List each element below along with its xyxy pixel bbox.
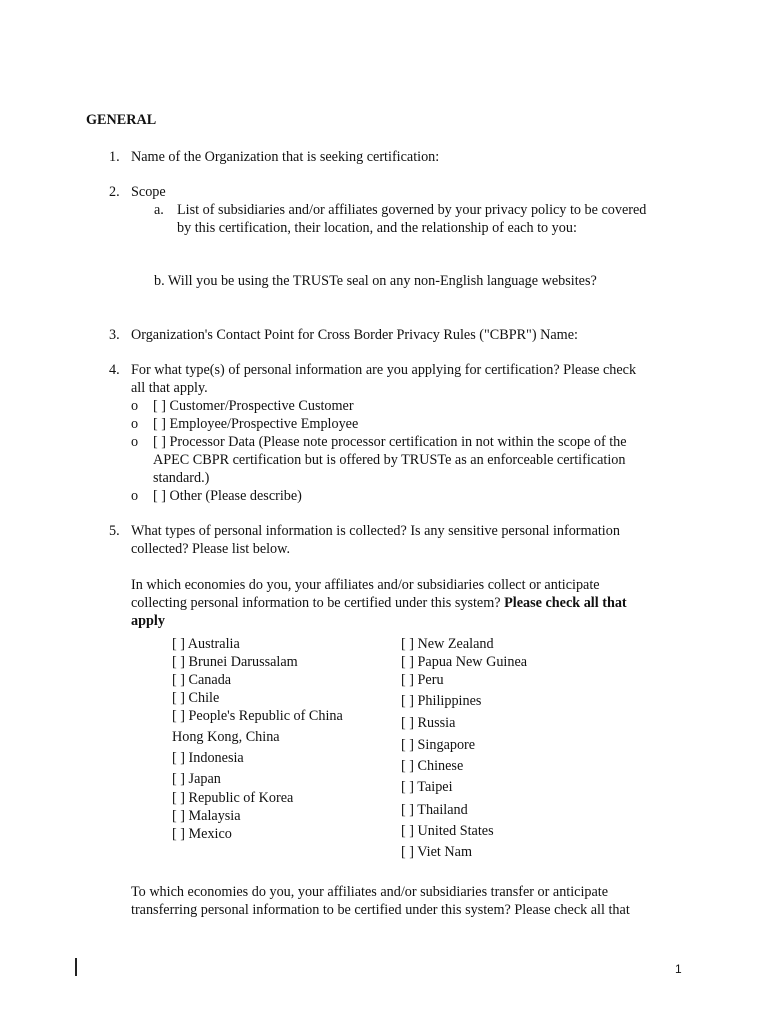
q2a-line1: List of subsidiaries and/or affiliates governed by your privacy policy to be covered [177,202,647,218]
q5-number: 5. [109,523,120,539]
q4-line2: all that apply. [131,380,208,396]
economies-intro-line1: In which economies do you, your affiliates and/or subsidiaries collect or anticipate [131,577,600,593]
economy-indonesia: [ ] Indonesia [172,750,244,766]
economy-brunei: [ ] Brunei Darussalam [172,654,298,670]
economy-papua-new-guinea: [ ] Papua New Guinea [401,654,528,670]
economy-new-zealand: [ ] New Zealand [401,636,494,652]
bullet-icon: o [131,434,139,450]
q2-number: 2. [109,184,120,200]
q5-line1: What types of personal information is collected? Is any sensitive personal information [131,523,620,539]
q1-number: 1. [109,149,120,165]
q4-number: 4. [109,362,120,378]
economy-japan: [ ] Japan [172,771,221,787]
q3-text: Organization's Contact Point for Cross Border Privacy Rules ("CBPR") Name: [131,327,578,343]
economy-prc: [ ] People's Republic of China [172,708,343,724]
transfer-line1: To which economies do you, your affiliates and/or subsidiaries transfer or anticipate [131,884,609,900]
page-margin-marker [75,958,77,976]
option-employee: [ ] Employee/Prospective Employee [153,416,359,432]
q1-text: Name of the Organization that is seeking certification: [131,149,440,165]
bullet-icon: o [131,398,139,414]
page-number: 1 [675,962,682,976]
economies-intro-plain: collecting personal information to be certified under this system? [131,595,505,611]
bullet-icon: o [131,416,139,432]
section-heading: GENERAL [86,112,157,128]
option-processor-line2: APEC CBPR certification but is offered by TRUSTe as an enforceable certification [153,452,626,468]
economy-united-states: [ ] United States [401,823,494,839]
economy-thailand: [ ] Thailand [401,802,468,818]
economies-intro-line2 [131,594,627,612]
option-processor-line3: standard.) [153,470,210,486]
economy-philippines: [ ] Philippines [401,693,482,709]
bullet-icon: o [131,488,139,504]
option-other: [ ] Other (Please describe) [153,488,302,504]
transfer-line2: transferring personal information to be certified under this system? Please check all that [131,902,630,918]
option-processor-line1: [ ] Processor Data (Please note processor certification in not within the scope of the [153,434,627,450]
economy-hong-kong: Hong Kong, China [172,729,280,745]
economies-intro-bold: Please check all that [504,595,627,611]
q3-number: 3. [109,327,120,343]
economy-korea: [ ] Republic of Korea [172,790,294,806]
economies-intro-line3: apply [131,613,165,629]
economy-singapore: [ ] Singapore [401,737,476,753]
q2a-line2: by this certification, their location, and the relationship of each to you: [177,220,577,236]
economy-taipei: [ ] Taipei [401,779,453,795]
economy-chile: [ ] Chile [172,690,220,706]
economy-chinese: [ ] Chinese [401,758,464,774]
economy-australia: [ ] Australia [172,636,240,652]
economy-mexico: [ ] Mexico [172,826,232,842]
economy-russia: [ ] Russia [401,715,456,731]
q2b-text: b. Will you be using the TRUSTe seal on any non-English language websites? [154,273,597,289]
q5-line2: collected? Please list below. [131,541,291,557]
economy-canada: [ ] Canada [172,672,232,688]
q2-text: Scope [131,184,166,200]
economy-viet-nam: [ ] Viet Nam [401,844,472,860]
economy-peru: [ ] Peru [401,672,444,688]
economy-malaysia: [ ] Malaysia [172,808,241,824]
option-customer: [ ] Customer/Prospective Customer [153,398,354,414]
q2a-letter: a. [154,202,164,218]
q4-line1: For what type(s) of personal information are you applying for certification? Please check [131,362,637,378]
